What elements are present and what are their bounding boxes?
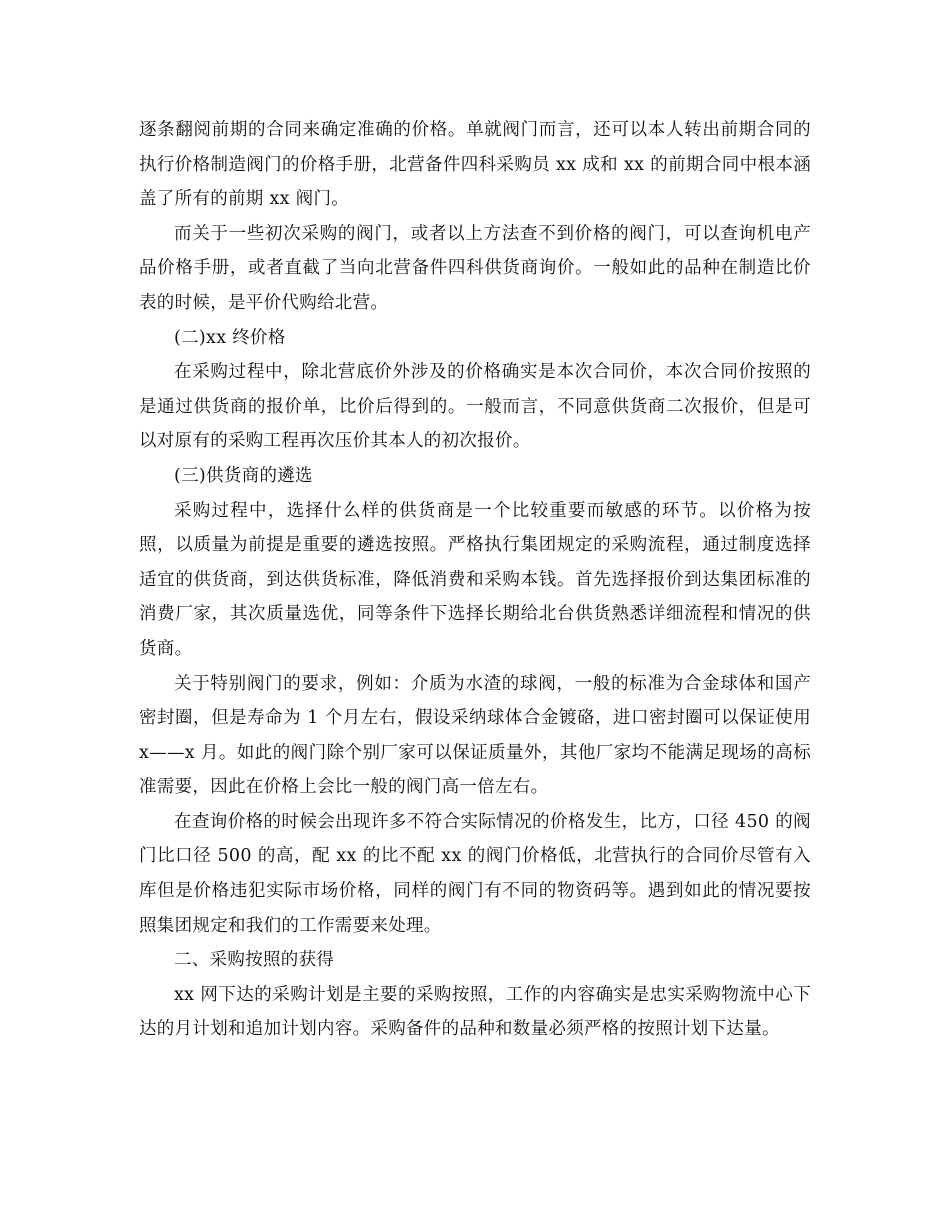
paragraph-special-valves: 关于特别阀门的要求，例如：介质为水渣的球阀，一般的标准为合金球体和国产密封圈，但是寿命为 1 个月左右，假设采纳球体合金镀硌，进口密封圈可以保证使用 x——x 月。如此的阀门除个别厂家可以保证质量外，其他厂家均不能满足现场的高标准需要，因此在价格上会比一般的阀门高一倍左右。 xyxy=(139,673,811,798)
section-heading-supplier-selection: (三)供货商的遴选 xyxy=(174,465,313,486)
section-heading-purchase-basis: 二、采购按照的获得 xyxy=(174,950,335,971)
document-body xyxy=(139,113,811,1047)
paragraph-supplier-selection: 采购过程中，选择什么样的供货商是一个比较重要而敏感的环节。以价格为按照，以质量为前提是重要的遴选按照。严格执行集团规定的采购流程，通过制度选择适宜的供货商，到达供货标准，降低消费和采购本钱。首先选择报价到达集团标准的消费厂家，其次质量选优，同等条件下选择长期给北台供货熟悉详细流程和情况的供货商。 xyxy=(139,500,811,659)
paragraph-price-anomalies: 在查询价格的时候会出现许多不符合实际情况的价格发生，比方，口径 450 的阀门比口径 500 的高，配 xx 的比不配 xx 的阀门价格低，北营执行的合同价尽管有入库但是价格违犯实际市场价格，同样的阀门有不同的物资码等。遇到如此的情况要按照集团规定和我们的工作需要来处理。 xyxy=(139,811,811,936)
paragraph-purchase-plan: xx 网下达的采购计划是主要的采购按照，工作的内容确实是忠实采购物流中心下达的月计划和追加计划内容。采购备件的品种和数量必须严格的按照计划下达量。 xyxy=(139,984,811,1040)
paragraph-first-purchase: 而关于一些初次采购的阀门，或者以上方法查不到价格的阀门，可以查询机电产品价格手册，或者直截了当向北营备件四科供货商询价。一般如此的品种在制造比价表的时候，是平价代购给北营。 xyxy=(139,223,811,313)
paragraph-contract-prices: 逐条翻阅前期的合同来确定准确的价格。单就阀门而言，还可以本人转出前期合同的执行价格制造阀门的价格手册，北营备件四科采购员 xx 成和 xx 的前期合同中根本涵盖了所有的前期 xx 阀门。 xyxy=(139,120,811,210)
section-heading-final-price: (二)xx 终价格 xyxy=(174,327,286,348)
paragraph-purchase-process: 在采购过程中，除北营底价外涉及的价格确实是本次合同价，本次合同价按照的是通过供货商的报价单，比价后得到的。一般而言，不同意供货商二次报价，但是可以对原有的采购工程再次压价其本人的初次报价。 xyxy=(139,362,811,452)
